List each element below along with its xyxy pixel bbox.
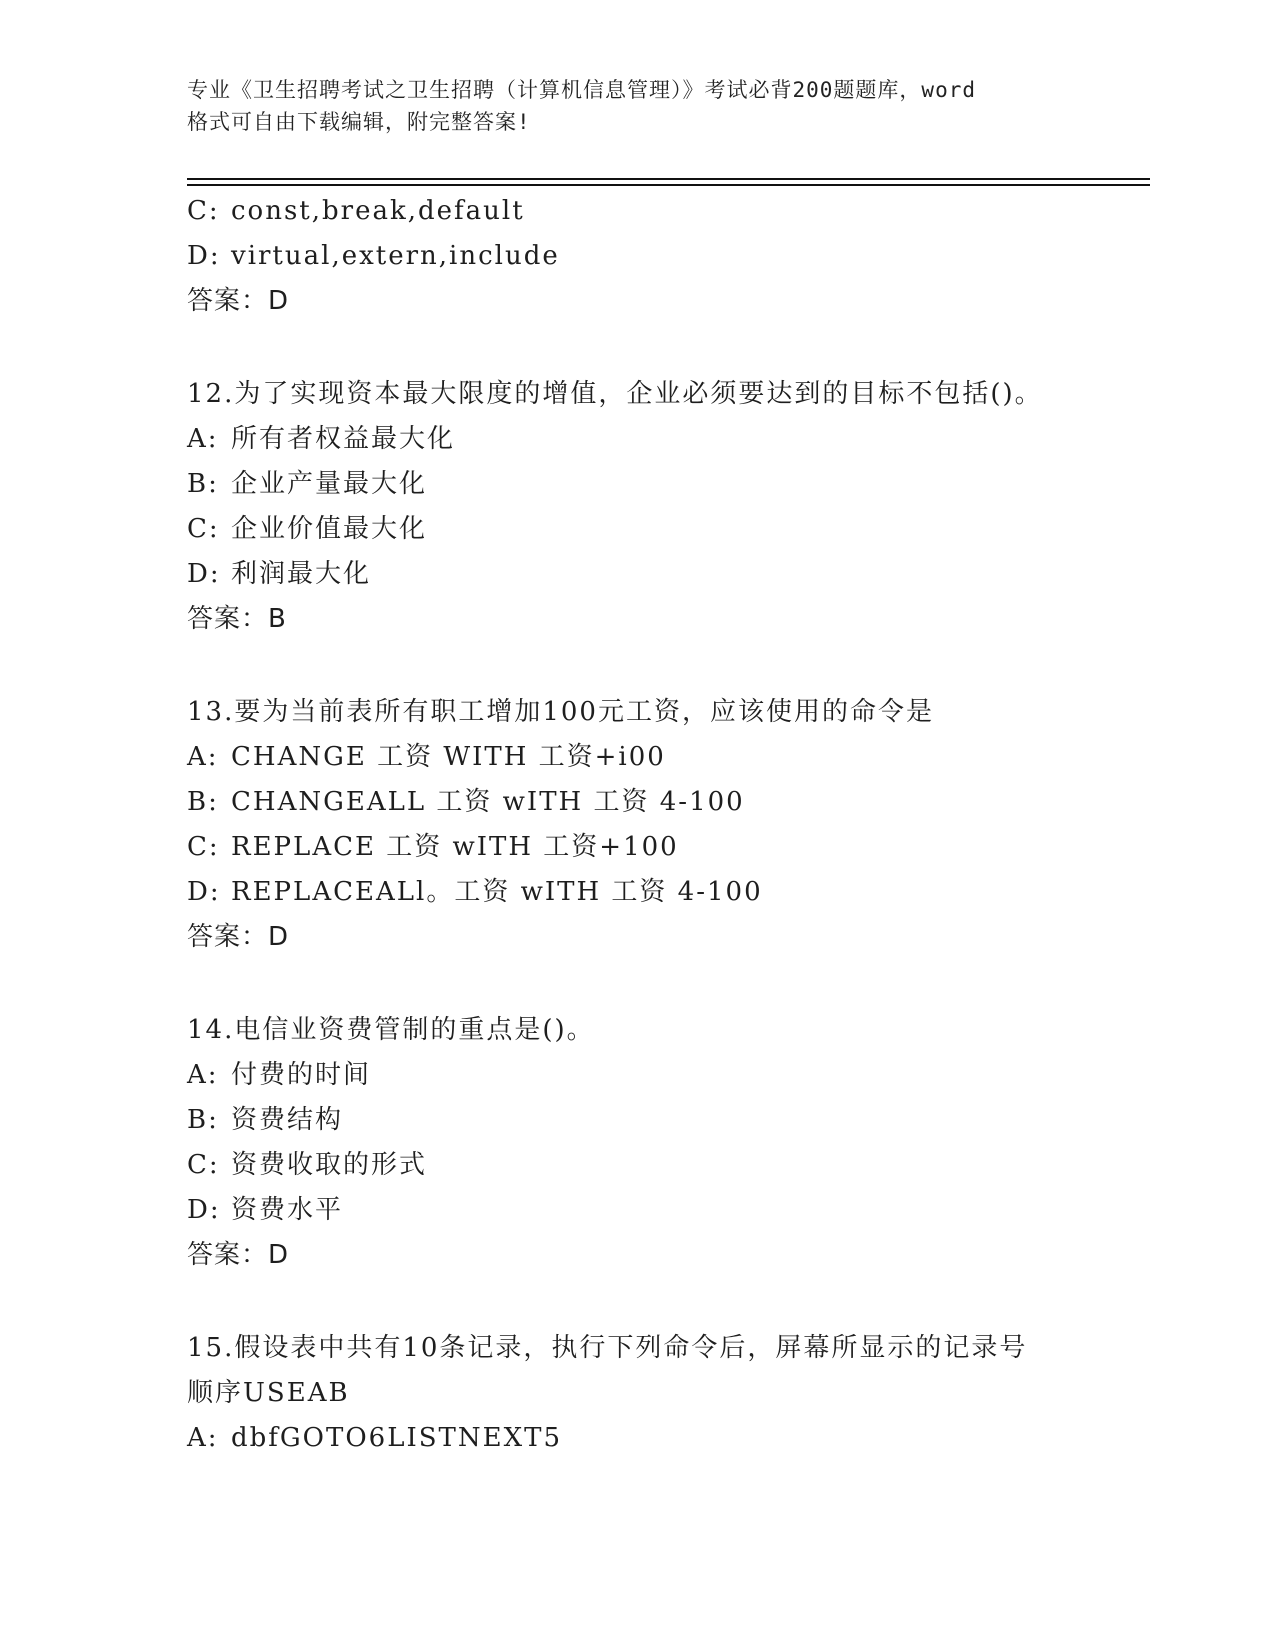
option-text: 企业价值最大化 (231, 514, 428, 544)
option-b (187, 780, 1150, 825)
option-key: C: (187, 832, 220, 862)
option-text: REPLACEALl。工资 wITH 工资 4-100 (231, 877, 763, 907)
header-rule-top (187, 178, 1150, 180)
option-text: virtual,extern,include (231, 241, 560, 271)
option-a (187, 417, 1150, 462)
header-rule-bottom (187, 184, 1150, 186)
question-15 (187, 1326, 1150, 1461)
question-12 (187, 372, 1150, 642)
option-key: A: (187, 1060, 219, 1090)
answer-line: 答案：D (187, 286, 290, 316)
question-14 (187, 1008, 1150, 1278)
question-13 (187, 690, 1150, 960)
option-text: REPLACE 工资 wITH 工资+100 (231, 832, 679, 862)
option-c (187, 825, 1150, 870)
option-text: 企业产量最大化 (231, 469, 428, 499)
question-text: 13.要为当前表所有职工增加100元工资，应该使用的命令是 (187, 697, 934, 727)
option-key: C: (187, 196, 220, 226)
option-d (187, 870, 1150, 915)
option-d (187, 234, 1150, 279)
spacer (187, 960, 1150, 1008)
option-text: dbfGOTO6LISTNEXT5 (231, 1423, 563, 1453)
option-key: D: (187, 241, 221, 271)
option-a (187, 1416, 1150, 1461)
question-text-line-2: 顺序USEAB (187, 1378, 350, 1408)
option-key: D: (187, 559, 221, 589)
spacer (187, 1278, 1150, 1326)
question-text: 12.为了实现资本最大限度的增值，企业必须要达到的目标不包括()。 (187, 379, 1043, 409)
header-title-line-2: 格式可自由下载编辑，附完整答案! (187, 110, 531, 134)
option-text: 资费收取的形式 (231, 1150, 428, 1180)
option-c (187, 1143, 1150, 1188)
document-header (187, 74, 1087, 138)
answer-line: 答案：D (187, 922, 290, 952)
option-text: 利润最大化 (231, 559, 372, 589)
option-b (187, 1098, 1150, 1143)
option-text: 付费的时间 (231, 1060, 372, 1090)
option-d (187, 1188, 1150, 1233)
option-key: A: (187, 742, 219, 772)
option-text: CHANGEALL 工资 wITH 工资 4-100 (231, 787, 745, 817)
option-key: B: (187, 1105, 219, 1135)
option-text: const,break,default (231, 196, 525, 226)
option-c (187, 189, 1150, 234)
option-d (187, 552, 1150, 597)
option-text: 所有者权益最大化 (231, 424, 456, 454)
option-a (187, 1053, 1150, 1098)
option-key: A: (187, 424, 219, 454)
option-b (187, 462, 1150, 507)
option-key: B: (187, 469, 219, 499)
spacer (187, 642, 1150, 690)
option-text: 资费水平 (231, 1195, 344, 1225)
option-key: A: (187, 1423, 219, 1453)
option-key: C: (187, 1150, 220, 1180)
option-text: CHANGE 工资 WITH 工资+i00 (231, 742, 666, 772)
answer-line: 答案：B (187, 604, 287, 634)
option-key: D: (187, 877, 221, 907)
question-list (187, 189, 1150, 1461)
header-title-line-1: 专业《卫生招聘考试之卫生招聘（计算机信息管理）》考试必背200题题库，word (187, 78, 976, 102)
option-key: D: (187, 1195, 221, 1225)
option-c (187, 507, 1150, 552)
option-key: B: (187, 787, 219, 817)
option-a (187, 735, 1150, 780)
option-key: C: (187, 514, 220, 544)
question-text: 14.电信业资费管制的重点是()。 (187, 1015, 595, 1045)
answer-line: 答案：D (187, 1240, 290, 1270)
question-11 (187, 189, 1150, 324)
question-text-line-1: 15.假设表中共有10条记录，执行下列命令后，屏幕所显示的记录号 (187, 1333, 1028, 1363)
option-text: 资费结构 (231, 1105, 344, 1135)
spacer (187, 324, 1150, 372)
